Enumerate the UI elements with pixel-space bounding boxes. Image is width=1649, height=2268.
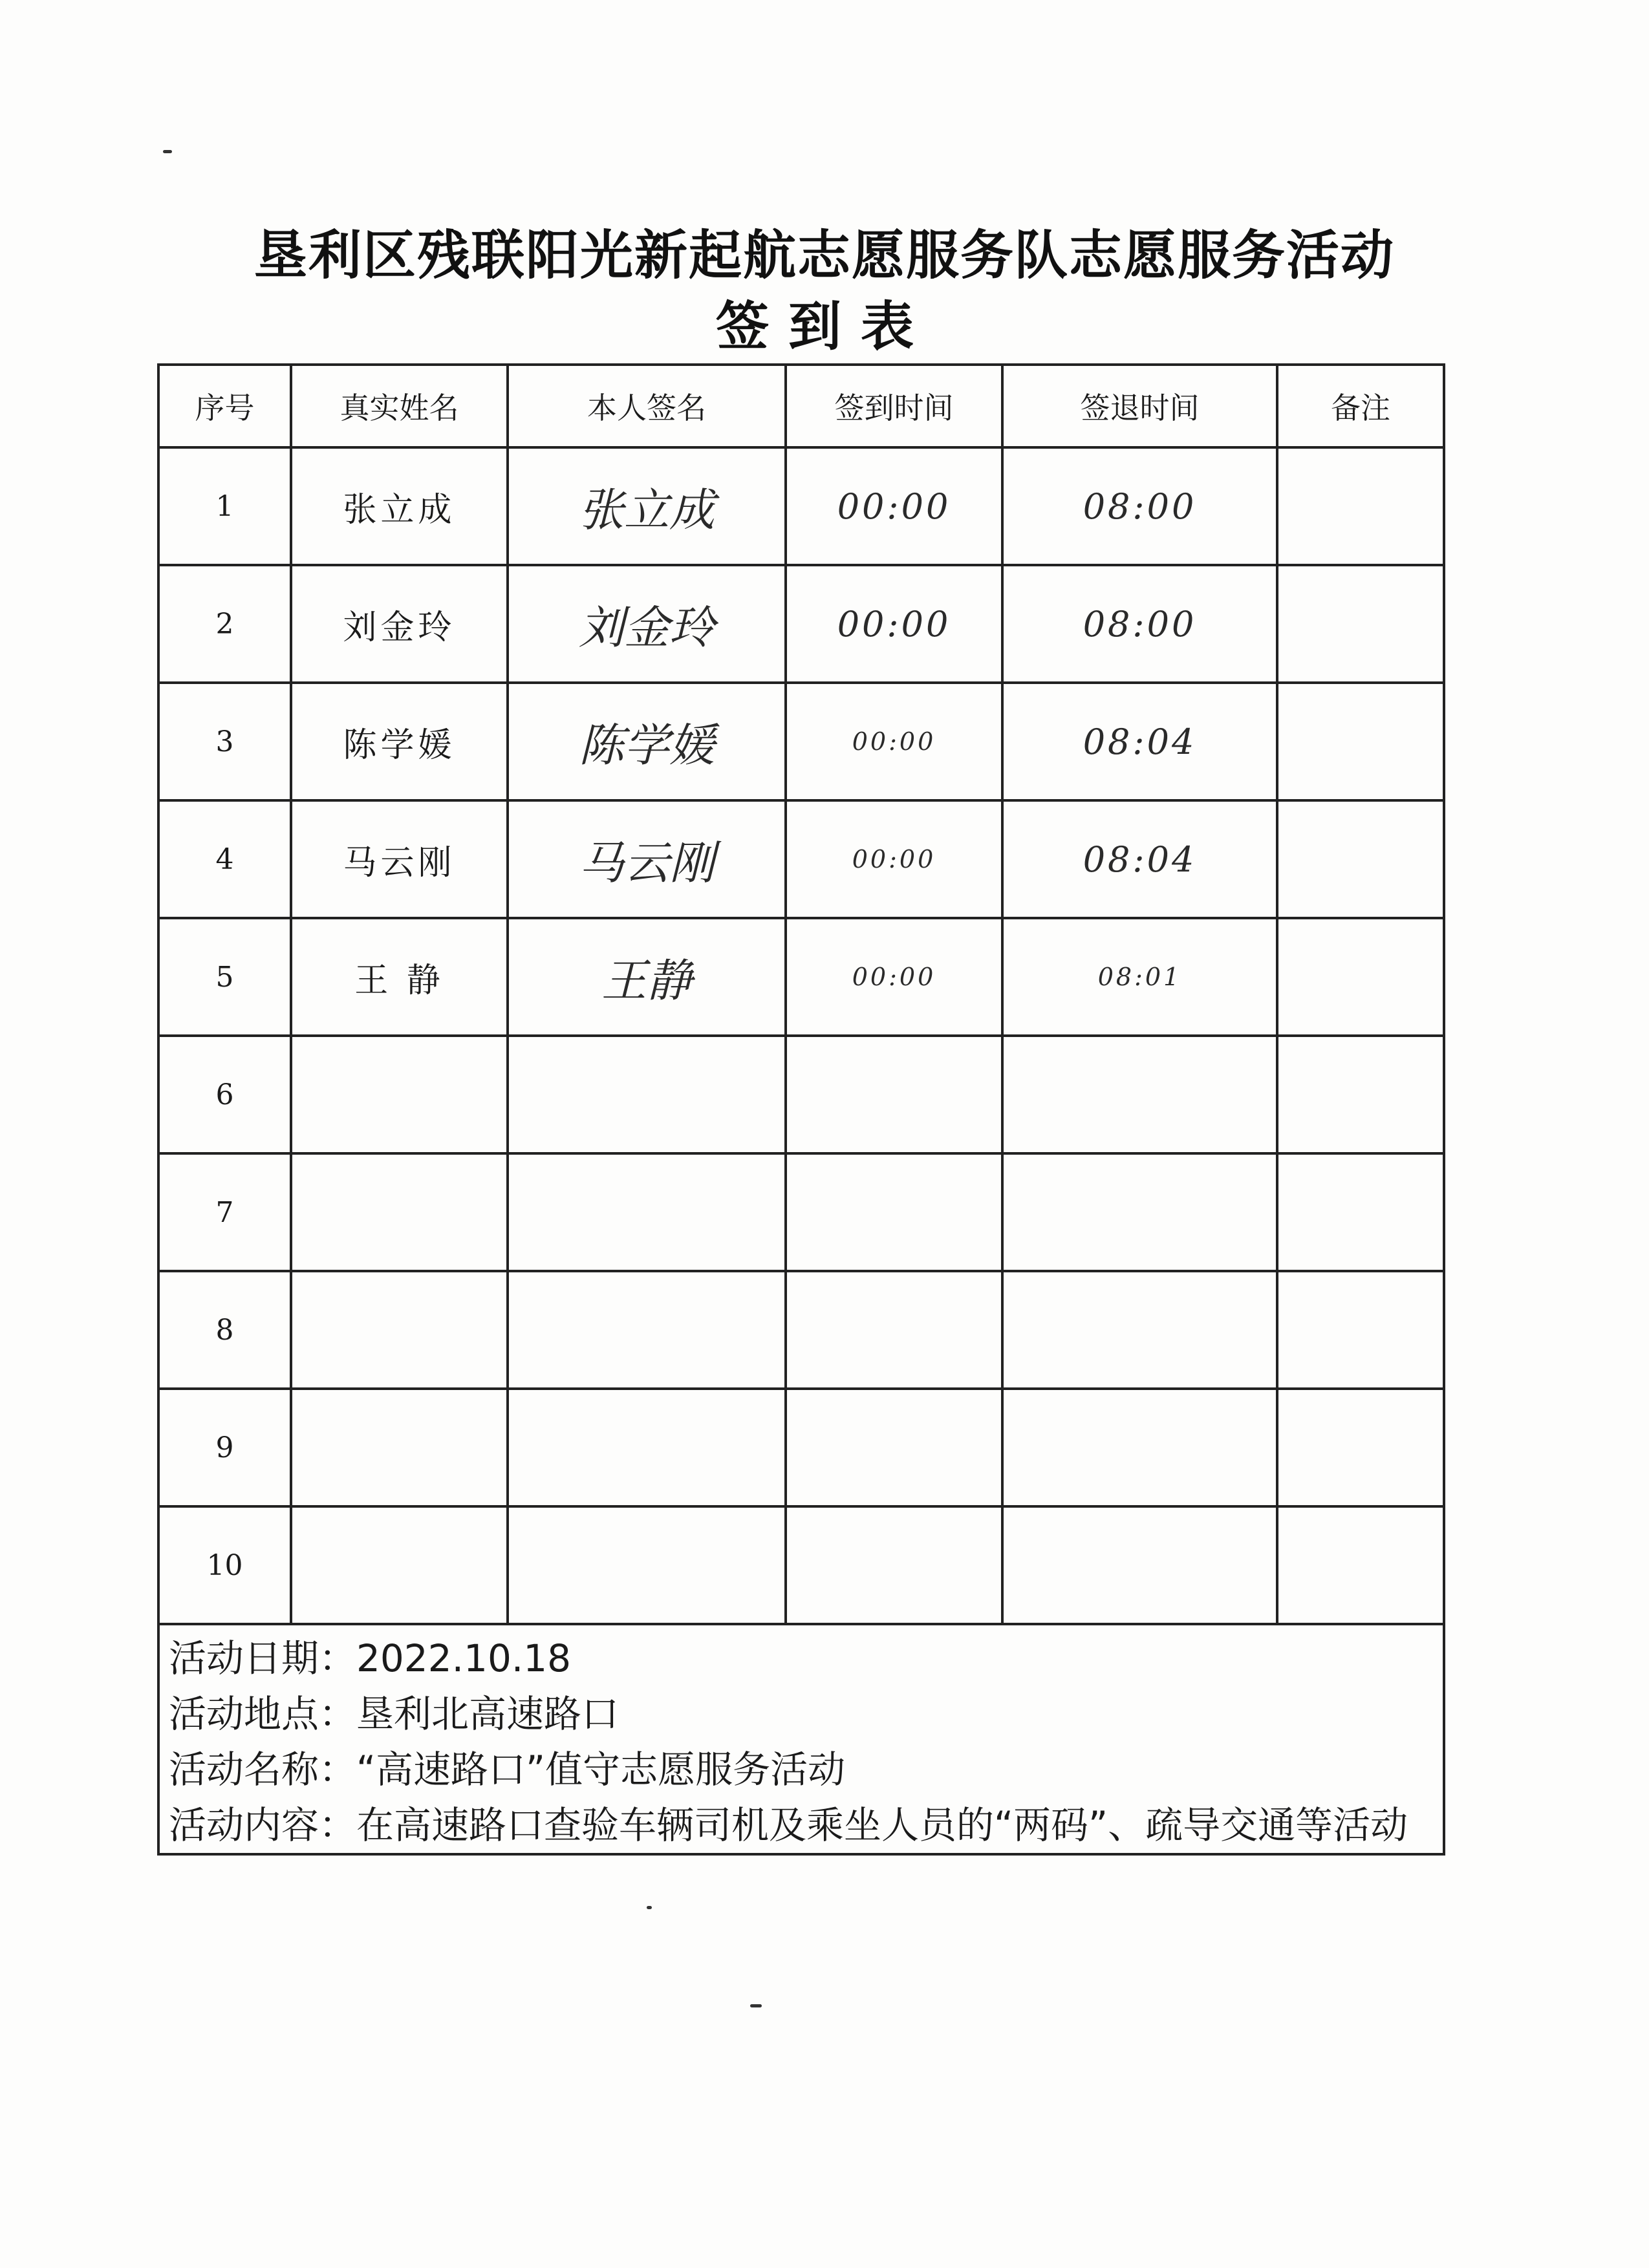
sign-out-time	[1002, 1271, 1277, 1389]
row-number: 1	[158, 447, 291, 565]
table-row	[158, 1271, 1444, 1389]
header-remarks: 备注	[1277, 365, 1444, 447]
header-signature: 本人签名	[508, 365, 786, 447]
sign-in-time	[786, 1036, 1002, 1153]
activity-content: 活动内容：在高速路口查验车辆司机及乘坐人员的“两码”、疏导交通等活动	[169, 1803, 1408, 1847]
remarks	[1277, 800, 1444, 918]
table-row	[158, 1036, 1444, 1153]
remarks	[1277, 447, 1444, 565]
activity-location: 活动地点：垦利北高速路口	[169, 1692, 620, 1736]
row-number: 9	[158, 1389, 291, 1506]
activity-info-row	[158, 1624, 1444, 1854]
activity-name: 活动名称：“高速路口”值守志愿服务活动	[169, 1748, 846, 1792]
remarks	[1277, 918, 1444, 1036]
header-sign-out-time: 签退时间	[1002, 365, 1277, 447]
remarks	[1277, 565, 1444, 683]
row-number: 5	[158, 918, 291, 1036]
real-name: 张立成	[291, 447, 508, 565]
row-number: 7	[158, 1153, 291, 1271]
table-row	[158, 447, 1444, 565]
row-number: 2	[158, 565, 291, 683]
sign-out-time	[1002, 1389, 1277, 1506]
sign-out-time	[1002, 1506, 1277, 1624]
sign-out-time: 08:00	[1002, 565, 1277, 683]
scan-speck	[750, 2004, 762, 2007]
real-name	[291, 1271, 508, 1389]
table-row	[158, 918, 1444, 1036]
row-number: 8	[158, 1271, 291, 1389]
handwritten-signature: 张立成	[508, 447, 786, 565]
header-sign-in-time: 签到时间	[786, 365, 1002, 447]
sign-out-time: 08:04	[1002, 683, 1277, 800]
scan-speck	[647, 1906, 652, 1909]
table-row	[158, 1506, 1444, 1624]
sign-out-time	[1002, 1153, 1277, 1271]
real-name	[291, 1036, 508, 1153]
table-row	[158, 683, 1444, 800]
sign-out-time: 08:00	[1002, 447, 1277, 565]
header-real-name: 真实姓名	[291, 365, 508, 447]
sign-in-time: 00:00	[786, 800, 1002, 918]
sign-in-time: 00:00	[786, 918, 1002, 1036]
scan-speck	[163, 150, 172, 153]
sign-in-table	[157, 363, 1445, 1856]
real-name: 陈学媛	[291, 683, 508, 800]
handwritten-signature	[508, 1506, 786, 1624]
remarks	[1277, 683, 1444, 800]
activity-date: 活动日期：2022.10.18	[169, 1636, 572, 1680]
real-name: 刘金玲	[291, 565, 508, 683]
remarks	[1277, 1153, 1444, 1271]
form-subtitle: 签到表	[715, 296, 933, 358]
sign-out-time	[1002, 1036, 1277, 1153]
sign-out-time: 08:04	[1002, 800, 1277, 918]
sign-out-time: 08:01	[1002, 918, 1277, 1036]
handwritten-signature	[508, 1153, 786, 1271]
row-number: 4	[158, 800, 291, 918]
row-number: 6	[158, 1036, 291, 1153]
real-name: 王 静	[291, 918, 508, 1036]
handwritten-signature: 陈学媛	[508, 683, 786, 800]
row-number: 10	[158, 1506, 291, 1624]
table-header-row	[158, 365, 1444, 447]
sign-in-time	[786, 1153, 1002, 1271]
handwritten-signature: 马云刚	[508, 800, 786, 918]
sign-in-time: 00:00	[786, 565, 1002, 683]
sign-in-time: 00:00	[786, 447, 1002, 565]
sign-in-time	[786, 1389, 1002, 1506]
real-name	[291, 1389, 508, 1506]
real-name	[291, 1506, 508, 1624]
real-name	[291, 1153, 508, 1271]
table-row	[158, 1153, 1444, 1271]
real-name: 马云刚	[291, 800, 508, 918]
remarks	[1277, 1389, 1444, 1506]
remarks	[1277, 1036, 1444, 1153]
activity-info	[158, 1624, 1444, 1854]
remarks	[1277, 1271, 1444, 1389]
row-number: 3	[158, 683, 291, 800]
table-row	[158, 800, 1444, 918]
handwritten-signature: 刘金玲	[508, 565, 786, 683]
handwritten-signature	[508, 1036, 786, 1153]
sign-in-time: 00:00	[786, 683, 1002, 800]
sign-in-time	[786, 1271, 1002, 1389]
handwritten-signature	[508, 1271, 786, 1389]
handwritten-signature: 王静	[508, 918, 786, 1036]
sign-in-time	[786, 1506, 1002, 1624]
header-number: 序号	[158, 365, 291, 447]
table-row	[158, 1389, 1444, 1506]
handwritten-signature	[508, 1389, 786, 1506]
table-row	[158, 565, 1444, 683]
form-title: 垦利区残联阳光新起航志愿服务队志愿服务活动	[253, 225, 1395, 286]
remarks	[1277, 1506, 1444, 1624]
